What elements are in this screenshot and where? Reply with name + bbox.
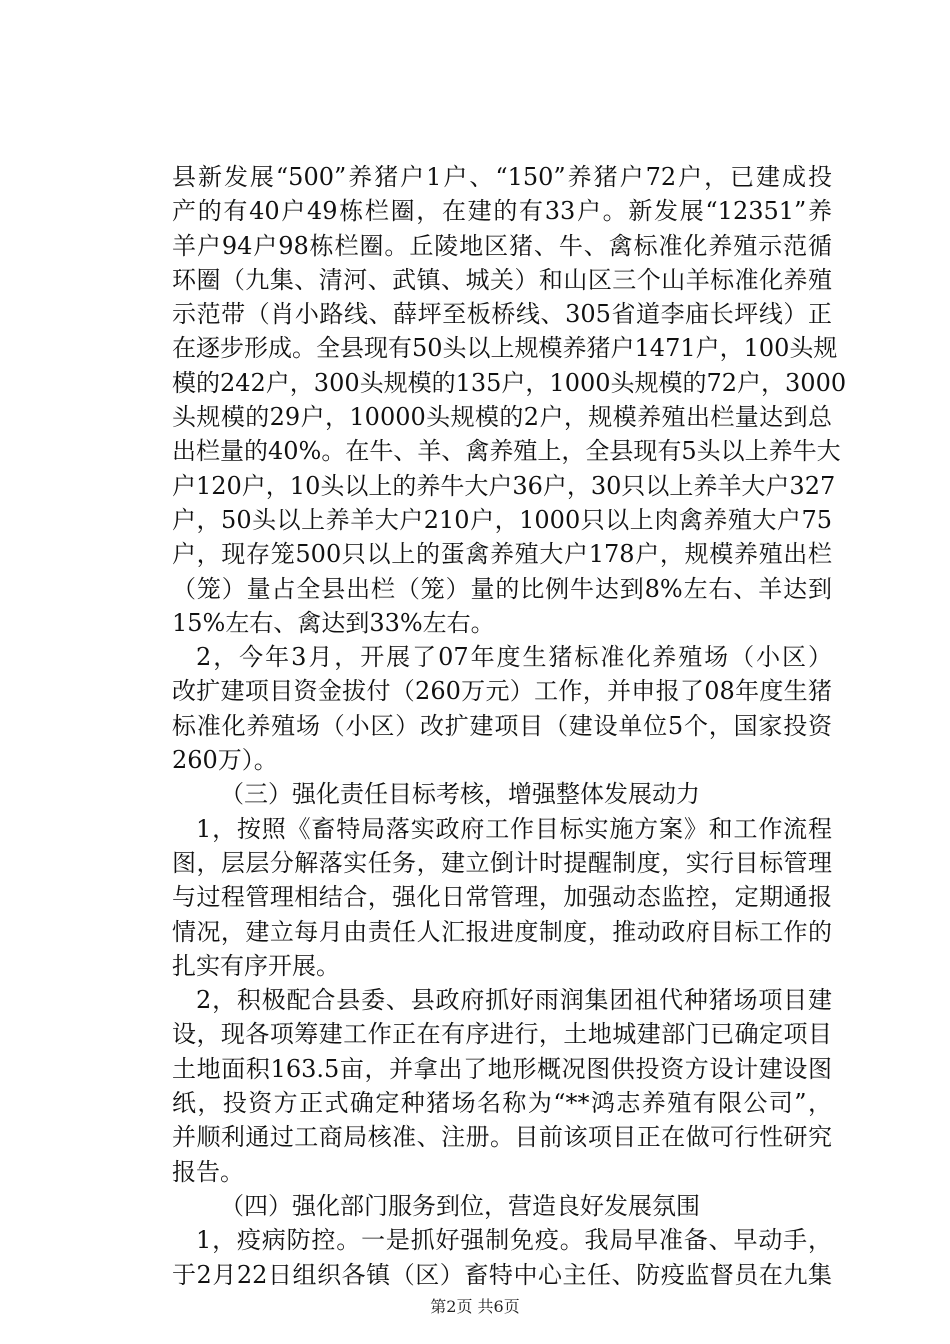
section-heading: （四）强化部门服务到位，营造良好发展氛围 (220, 1191, 700, 1220)
section-heading: （三）强化责任目标考核，增强整体发展动力 (220, 780, 700, 809)
paragraph-first-line: 2，积极配合县委、县政府抓好雨润集团祖代种猪场项目建 (196, 986, 832, 1015)
text-line: 县新发展“500”养猪户1户、“150”养猪户72户，已建成投 (172, 163, 832, 191)
text-line: 标准化养殖场（小区）改扩建项目（建设单位5个，国家投资 (172, 711, 832, 740)
text-line: 示范带（肖小路线、薛坪至板桥线、305省道李庙长坪线）正 (172, 300, 832, 329)
text-line: 设，现各项筹建工作正在有序进行，土地城建部门已确定项目 (172, 1020, 832, 1049)
text-line: 图，层层分解落实任务，建立倒计时提醒制度，实行目标管理 (172, 848, 832, 877)
text-line: 报告。 (172, 1157, 244, 1186)
text-line: 产的有40户49栋栏圈，在建的有33户。新发展“12351”养 (172, 197, 832, 226)
paragraph-first-line: 1，疫病防控。一是抓好强制免疫。我局早准备、早动手， (196, 1226, 832, 1255)
text-line: 扎实有序开展。 (172, 951, 340, 980)
text-line: 15%左右、禽达到33%左右。 (172, 608, 495, 637)
text-line: （笼）量占全县出栏（笼）量的比例牛达到8%左右、羊达到 (172, 574, 832, 603)
text-line: 改扩建项目资金拔付（260万元）工作，并申报了08年度生猪 (172, 677, 832, 706)
document-body (172, 160, 847, 1292)
text-line: 与过程管理相结合，强化日常管理，加强动态监控，定期通报 (172, 883, 832, 912)
paragraph-first-line: 2，今年3月，开展了07年度生猪标准化养殖场（小区） (196, 643, 832, 672)
text-line: 户，50头以上养羊大户210户，1000只以上肉禽养殖大户75 (172, 505, 832, 534)
text-line: 并顺利通过工商局核准、注册。目前该项目正在做可行性研究 (172, 1123, 832, 1152)
text-line: 纸，投资方正式确定种猪场名称为“**鸿志养殖有限公司”， (172, 1089, 832, 1118)
text-line: 户，现存笼500只以上的蛋禽养殖大户178户，规模养殖出栏 (172, 540, 832, 569)
text-line: 羊户94户98栋栏圈。丘陵地区猪、牛、禽标准化养殖示范循 (172, 231, 832, 260)
text-line: 情况，建立每月由责任人汇报进度制度，推动政府目标工作的 (172, 917, 832, 946)
page-number-footer: 第2页 共6页 (430, 1297, 520, 1316)
text-line: 模的242户，300头规模的135户，1000头规模的72户，3000 (172, 368, 847, 397)
text-line: 于2月22日组织各镇（区）畜特中心主任、防疫监督员在九集 (172, 1260, 832, 1289)
text-line: 260万）。 (172, 746, 278, 775)
text-line: 头规模的29户，10000头规模的2户，规模养殖出栏量达到总 (172, 403, 832, 432)
text-line: 在逐步形成。全县现有50头以上规模养猪户1471户，100头规 (172, 334, 838, 363)
text-line: 户120户，10头以上的养牛大户36户，30只以上养羊大户327 (172, 471, 836, 500)
text-line: 环圈（九集、清河、武镇、城关）和山区三个山羊标准化养殖 (172, 265, 832, 294)
text-line: 出栏量的40%。在牛、羊、禽养殖上，全县现有5头以上养牛大 (172, 437, 841, 466)
text-line: 土地面积163.5亩，并拿出了地形概况图供投资方设计建设图 (172, 1054, 832, 1083)
paragraph-first-line: 1，按照《畜特局落实政府工作目标实施方案》和工作流程 (196, 814, 832, 843)
